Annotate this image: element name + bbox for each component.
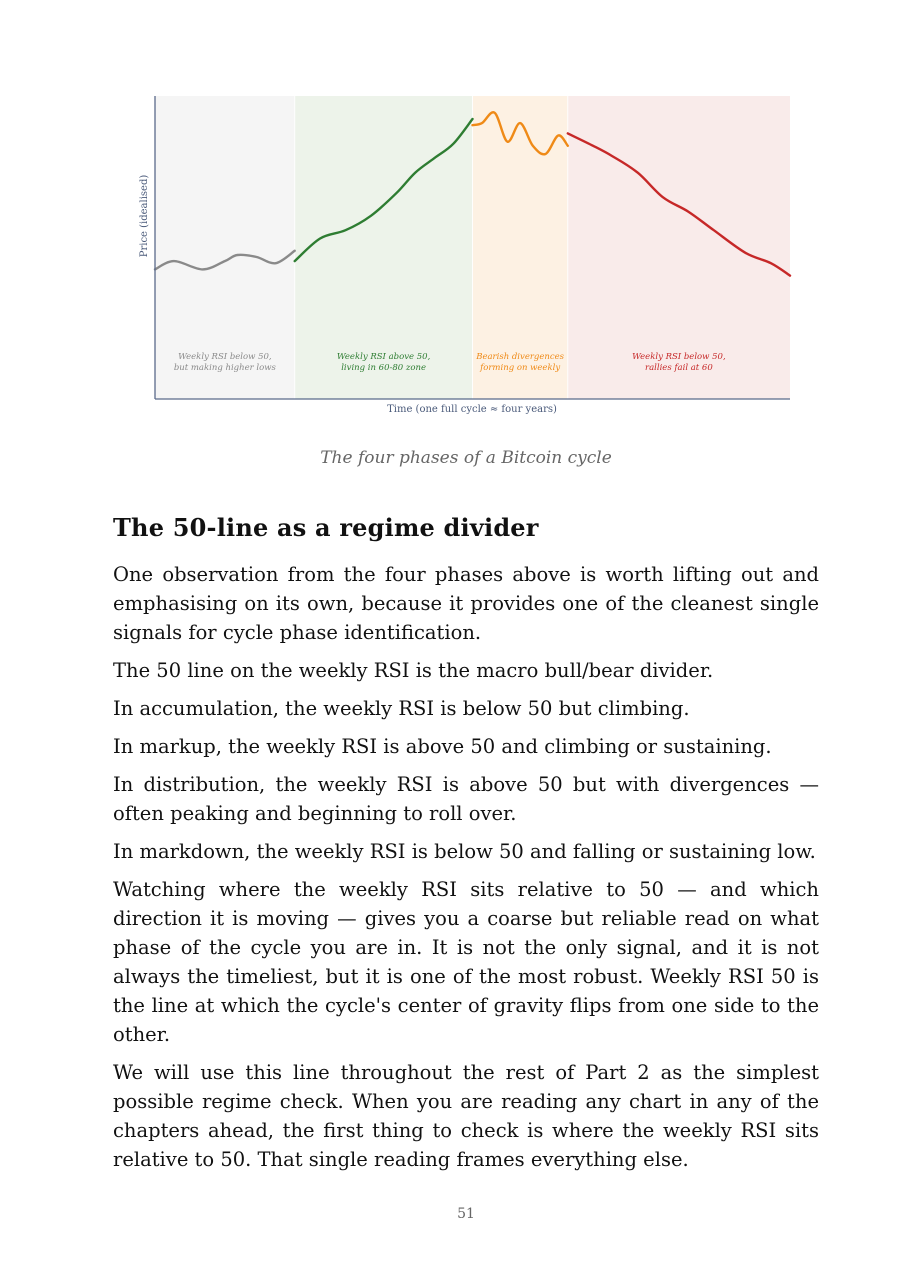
paragraph: The 50 line on the weekly RSI is the macro bull/bear divider. — [113, 659, 714, 682]
phase-label-accumulation: Weekly RSI below 50, — [178, 352, 272, 362]
paragraph: Watching where the weekly RSI sits relative to 50 — and which direction it is moving — gives you a coarse but reliable read on what phase of the cycle you are in. It is not the only signal, and it is not always the timeliest, but it is one of the most robust. Weekly RSI 50 is the line at which the cycle's center of gravity flips from one side to the other. — [113, 878, 819, 1046]
paragraph: In distribution, the weekly RSI is above 50 but with divergences — often peaking and beginning to roll over. — [113, 773, 819, 825]
phase-label-distribution: Bearish divergences — [476, 352, 565, 362]
phase-label-markdown: Weekly RSI below 50, — [632, 352, 726, 362]
cycle-phase-chart — [130, 88, 800, 423]
paragraph: We will use this line throughout the rest of Part 2 as the simplest possible regime check. When you are reading any chart in any of the chapters ahead, the first thing to check is where the weekly RSI sits relative to 50. That single reading frames everything else. — [113, 1061, 819, 1171]
x-axis-label: Time (one full cycle ≈ four years) — [387, 404, 557, 415]
phase-label-markup: living in 60-80 zone — [341, 363, 426, 373]
phase-label-accumulation: but making higher lows — [173, 363, 276, 373]
phase-label-markup: Weekly RSI above 50, — [336, 352, 431, 362]
y-axis-label: Price (idealised) — [139, 174, 150, 258]
paragraph: In markdown, the weekly RSI is below 50 and falling or sustaining low. — [113, 840, 816, 863]
paragraph: One observation from the four phases above is worth lifting out and emphasising on its own, because it provides one of the cleanest single signals for cycle phase identification. — [113, 563, 819, 644]
paragraph: In accumulation, the weekly RSI is below 50 but climbing. — [113, 697, 690, 720]
phase-label-markdown: rallies fail at 60 — [645, 363, 713, 373]
phase-label-distribution: forming on weekly — [480, 363, 561, 373]
section-body — [113, 560, 819, 1183]
paragraph: In markup, the weekly RSI is above 50 and climbing or sustaining. — [113, 735, 772, 758]
chart-svg — [130, 88, 800, 423]
section-heading: The 50-line as a regime divider — [113, 513, 539, 542]
figure-caption: The four phases of a Bitcoin cycle — [320, 448, 612, 468]
page-number: 51 — [457, 1206, 475, 1222]
